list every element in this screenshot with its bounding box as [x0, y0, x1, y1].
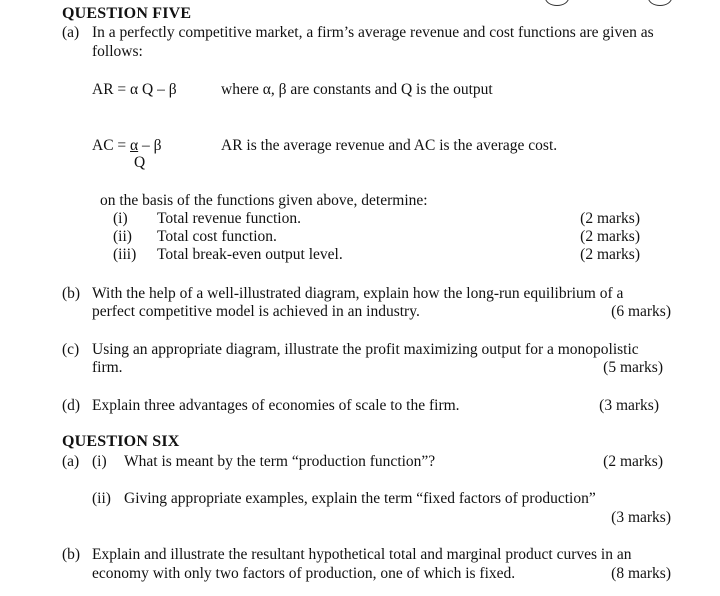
- q5b-marks: (6 marks): [611, 303, 671, 320]
- q5a-basis: on the basis of the functions given above, determine:: [100, 192, 428, 209]
- question-five-title: QUESTION FIVE: [62, 5, 192, 22]
- q5a-item-marks: (2 marks): [580, 228, 640, 245]
- cropped-bracket-mark: [648, 0, 672, 6]
- q5b-line2: perfect competitive model is achieved in an industry.: [92, 303, 420, 320]
- q6a-ii-num: (ii): [92, 490, 111, 507]
- q5c-marks: (5 marks): [603, 359, 663, 376]
- q5b-label: (b): [62, 285, 81, 302]
- q6b-line2: economy with only two factors of production, one of which is fixed.: [92, 565, 516, 582]
- ac-numerator: α: [130, 137, 139, 154]
- q5b-line1: With the help of a well-illustrated diagram, explain how the long-run equilibrium of a: [92, 285, 624, 302]
- q5a-item-num: (i): [113, 210, 128, 227]
- ac-denominator: Q: [134, 154, 146, 171]
- q5d-text: Explain three advantages of economies of scale to the firm.: [92, 397, 460, 414]
- q5a-intro-line1: In a perfectly competitive market, a firm’s average revenue and cost functions are given as: [92, 24, 654, 41]
- ar-note: where α, β are constants and Q is the output: [221, 81, 493, 98]
- q6b-label: (b): [62, 546, 81, 563]
- q5a-label: (a): [62, 24, 80, 41]
- ac-equation: [92, 137, 162, 155]
- ac-numerator-rest: – β: [138, 137, 162, 154]
- q5c-label: (c): [62, 341, 80, 358]
- q6b-marks: (8 marks): [611, 565, 671, 582]
- q5a-intro-line2: follows:: [92, 43, 143, 60]
- q5a-item-marks: (2 marks): [580, 210, 640, 227]
- q6a-i-text: What is meant by the term “production function”?: [124, 453, 436, 470]
- q5d-marks: (3 marks): [599, 397, 659, 414]
- q6a-ii-text: Giving appropriate examples, explain the term “fixed factors of production”: [124, 490, 596, 507]
- q5a-item-num: (ii): [113, 228, 132, 245]
- q5a-item-num: (iii): [113, 246, 137, 263]
- q5a-item-text: Total revenue function.: [157, 210, 301, 227]
- q6a-i-marks: (2 marks): [603, 453, 663, 470]
- q5c-line1: Using an appropriate diagram, illustrate the profit maximizing output for a monopolistic: [92, 341, 639, 358]
- ac-lhs: AC =: [92, 137, 131, 154]
- ar-equation: AR = α Q – β: [92, 81, 177, 98]
- q6a-ii-marks: (3 marks): [611, 509, 671, 526]
- q5a-item-marks: (2 marks): [580, 246, 640, 263]
- q6a-i-num: (i): [92, 453, 107, 470]
- q5a-item-text: Total break-even output level.: [157, 246, 343, 263]
- q5d-label: (d): [62, 397, 81, 414]
- ac-note: AR is the average revenue and AC is the average cost.: [221, 137, 558, 154]
- question-six-title: QUESTION SIX: [62, 433, 180, 450]
- q6b-line1: Explain and illustrate the resultant hypothetical total and marginal product curves in an: [92, 546, 632, 563]
- q5c-line2: firm.: [92, 359, 123, 376]
- q6a-label: (a): [62, 453, 80, 470]
- q5a-item-text: Total cost function.: [157, 228, 277, 245]
- cropped-bracket-mark: [545, 0, 569, 6]
